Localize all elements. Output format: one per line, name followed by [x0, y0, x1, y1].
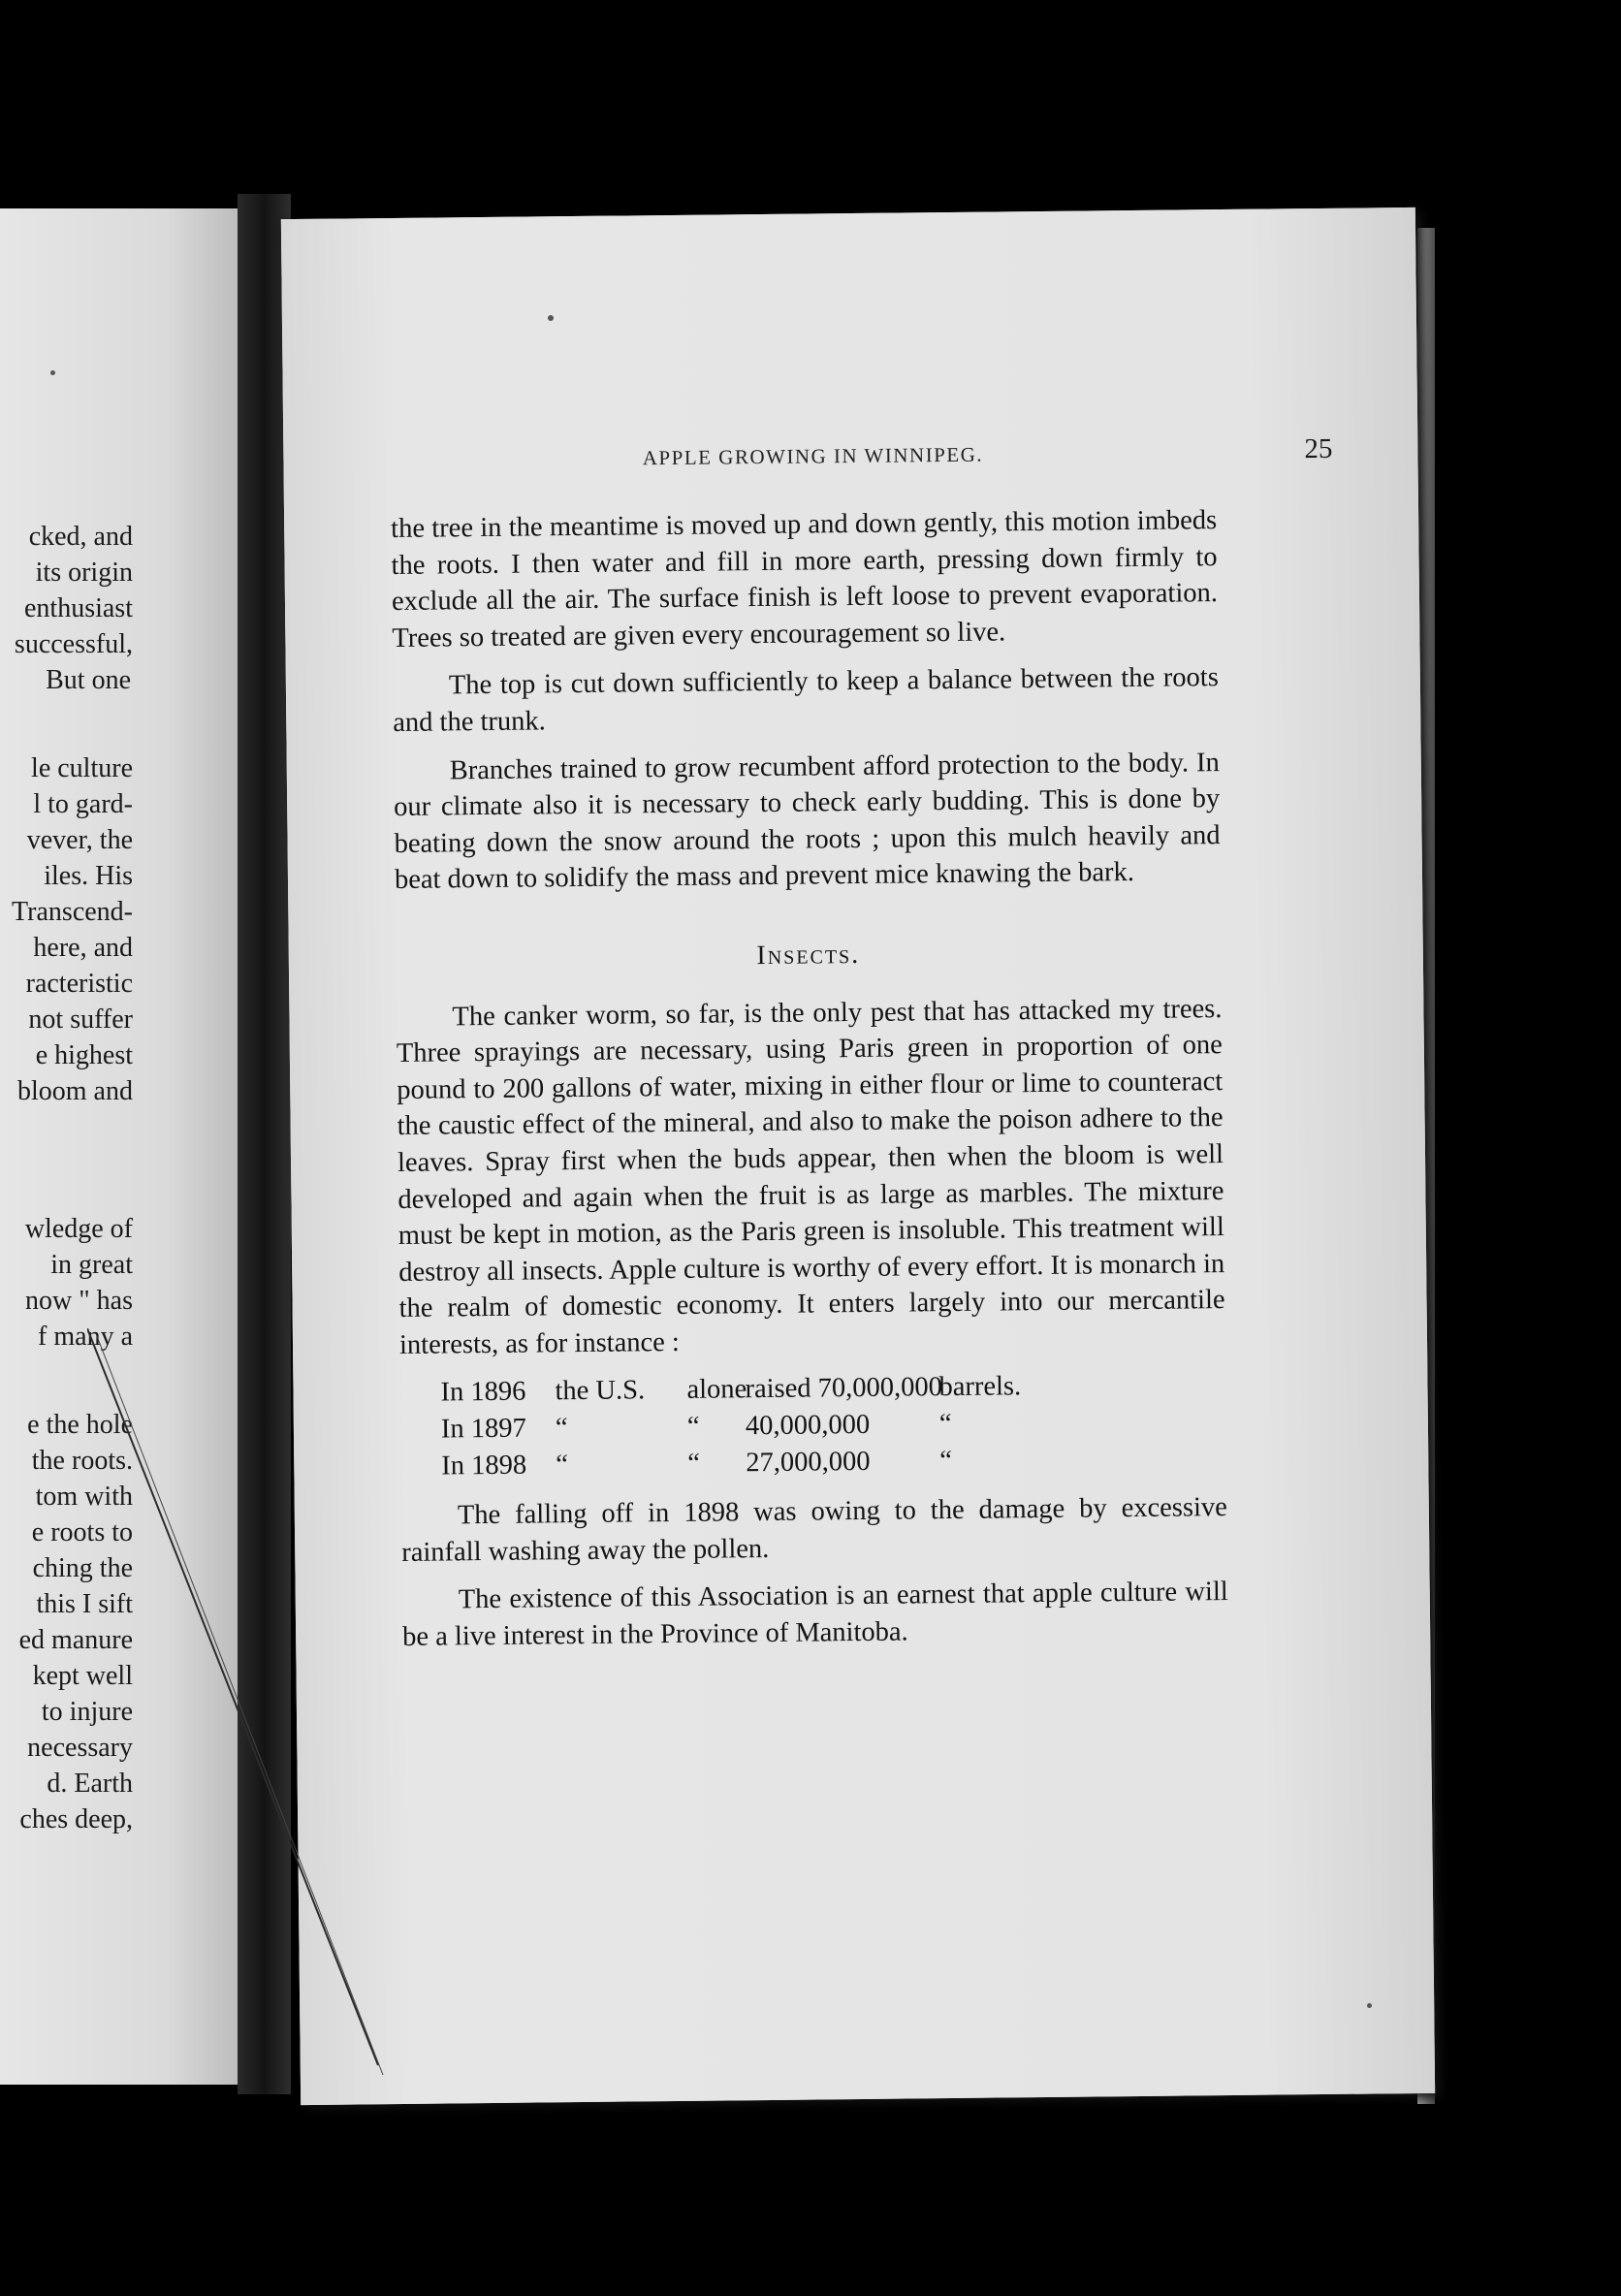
stat-unit: barrels.	[938, 1371, 1022, 1403]
stat-row	[441, 1440, 1226, 1484]
left-page-line: le culture	[31, 753, 133, 783]
stat-col: the U.S.	[555, 1375, 646, 1407]
left-page-line: enthusiast	[24, 593, 133, 623]
paragraph: The falling off in 1898 was owing to the damage by excessive rainfall washing away the pollen.	[401, 1492, 1227, 1568]
left-page-line: ed manure	[18, 1625, 133, 1655]
left-page-line: e highest	[35, 1040, 133, 1070]
speck	[50, 370, 55, 375]
section-heading: Insects.	[756, 939, 861, 972]
left-page-line: vever, the	[26, 825, 133, 855]
right-page	[281, 207, 1435, 2105]
page-number: 25	[1304, 432, 1333, 465]
stat-amount: raised 70,000,000	[745, 1372, 943, 1405]
page-body	[391, 502, 1228, 1667]
left-page-line: iles. His	[44, 861, 133, 891]
paragraph: The top is cut down sufficiently to keep a balance between the roots and the trunk.	[393, 662, 1220, 738]
speck	[1367, 2003, 1372, 2008]
paragraph: The canker worm, so far, is the only pest that has attacked my trees. Three sprayings are necessary, using Paris green in proportion of one pound to 200 gallons of water, mixing in either flour or lime to counteract the caustic effect of the mineral, and also to make the poison adhere to the leaves. Spray first when the buds appear, then when the bloom is well developed and again when the fruit is as large as marbles. The mixture must be kept in motion, as the Paris green is insoluble. This treatment will destroy all insects. Apple culture is worthy of every effort. It is monarch in the realm of domestic economy. It enters largely into our mercantile interests, as for instance :	[396, 993, 1225, 1360]
paragraph: Branches trained to grow recumbent afford protection to the body. In our climate also it is necessary to check early budding. This is done by beating down the snow around the roots ; upon this mulch heavily and beat down to solidify the mass and prevent mice knawing the bark.	[394, 747, 1221, 896]
left-page-line: But one	[46, 665, 131, 695]
paragraph: The existence of this Association is an earnest that apple culture will be a live interest in the Province of Manitoba.	[402, 1577, 1228, 1652]
left-page-line: necessary	[27, 1733, 133, 1763]
left-page-line: here, and	[33, 933, 133, 963]
left-page-line: e the hole	[27, 1410, 133, 1440]
left-page	[0, 208, 238, 2085]
left-page-line: its origin	[35, 558, 133, 588]
apple-stats	[440, 1367, 1226, 1484]
left-page-line: bloom and	[17, 1076, 133, 1106]
left-page-line: ches deep,	[19, 1804, 133, 1834]
left-page-line: e roots to	[31, 1517, 133, 1547]
left-page-line: tom with	[35, 1482, 133, 1512]
left-page-line: kept well	[32, 1661, 133, 1691]
left-page-line: cked, and	[28, 522, 133, 552]
stat-col: “	[556, 1449, 569, 1480]
stat-col: “	[555, 1413, 568, 1444]
stat-col: “	[686, 1411, 700, 1442]
stat-year: In 1896	[440, 1377, 526, 1408]
stat-col: alone	[686, 1374, 747, 1406]
left-page-line: now " has	[25, 1286, 133, 1316]
stat-amount: 40,000,000	[745, 1409, 871, 1442]
stat-year: In 1897	[440, 1413, 526, 1445]
left-page-line: racteristic	[25, 969, 133, 999]
left-page-line: Transcend-	[12, 897, 133, 927]
left-page-line: d. Earth	[47, 1769, 133, 1799]
stat-year: In 1898	[441, 1450, 527, 1482]
stat-unit: “	[938, 1409, 952, 1440]
left-page-line: this I sift	[36, 1589, 133, 1619]
paragraph: the tree in the meantime is moved up and down gently, this motion imbeds the roots. I then water and fill in more earth, pressing down firmly to exclude all the air. The surface finish is left loose to prevent evaporation. Trees so treated are given every encouragement so live.	[391, 505, 1219, 654]
left-page-line: l to gard-	[33, 789, 133, 819]
left-page-line: successful,	[14, 629, 133, 659]
left-page-line: not suffer	[28, 1004, 133, 1035]
left-page-line: f many a	[38, 1322, 133, 1352]
speck	[548, 315, 554, 321]
left-page-line: in great	[50, 1250, 133, 1280]
left-page-line: wledge of	[24, 1214, 133, 1244]
left-page-line: to injure	[41, 1697, 133, 1727]
stat-col: “	[687, 1448, 701, 1479]
left-page-line: the roots.	[31, 1446, 133, 1476]
left-page-line: ching the	[32, 1553, 133, 1583]
stat-amount: 27,000,000	[746, 1446, 871, 1478]
stat-unit: “	[939, 1445, 953, 1476]
running-head: APPLE GROWING IN WINNIPEG.	[642, 442, 984, 470]
